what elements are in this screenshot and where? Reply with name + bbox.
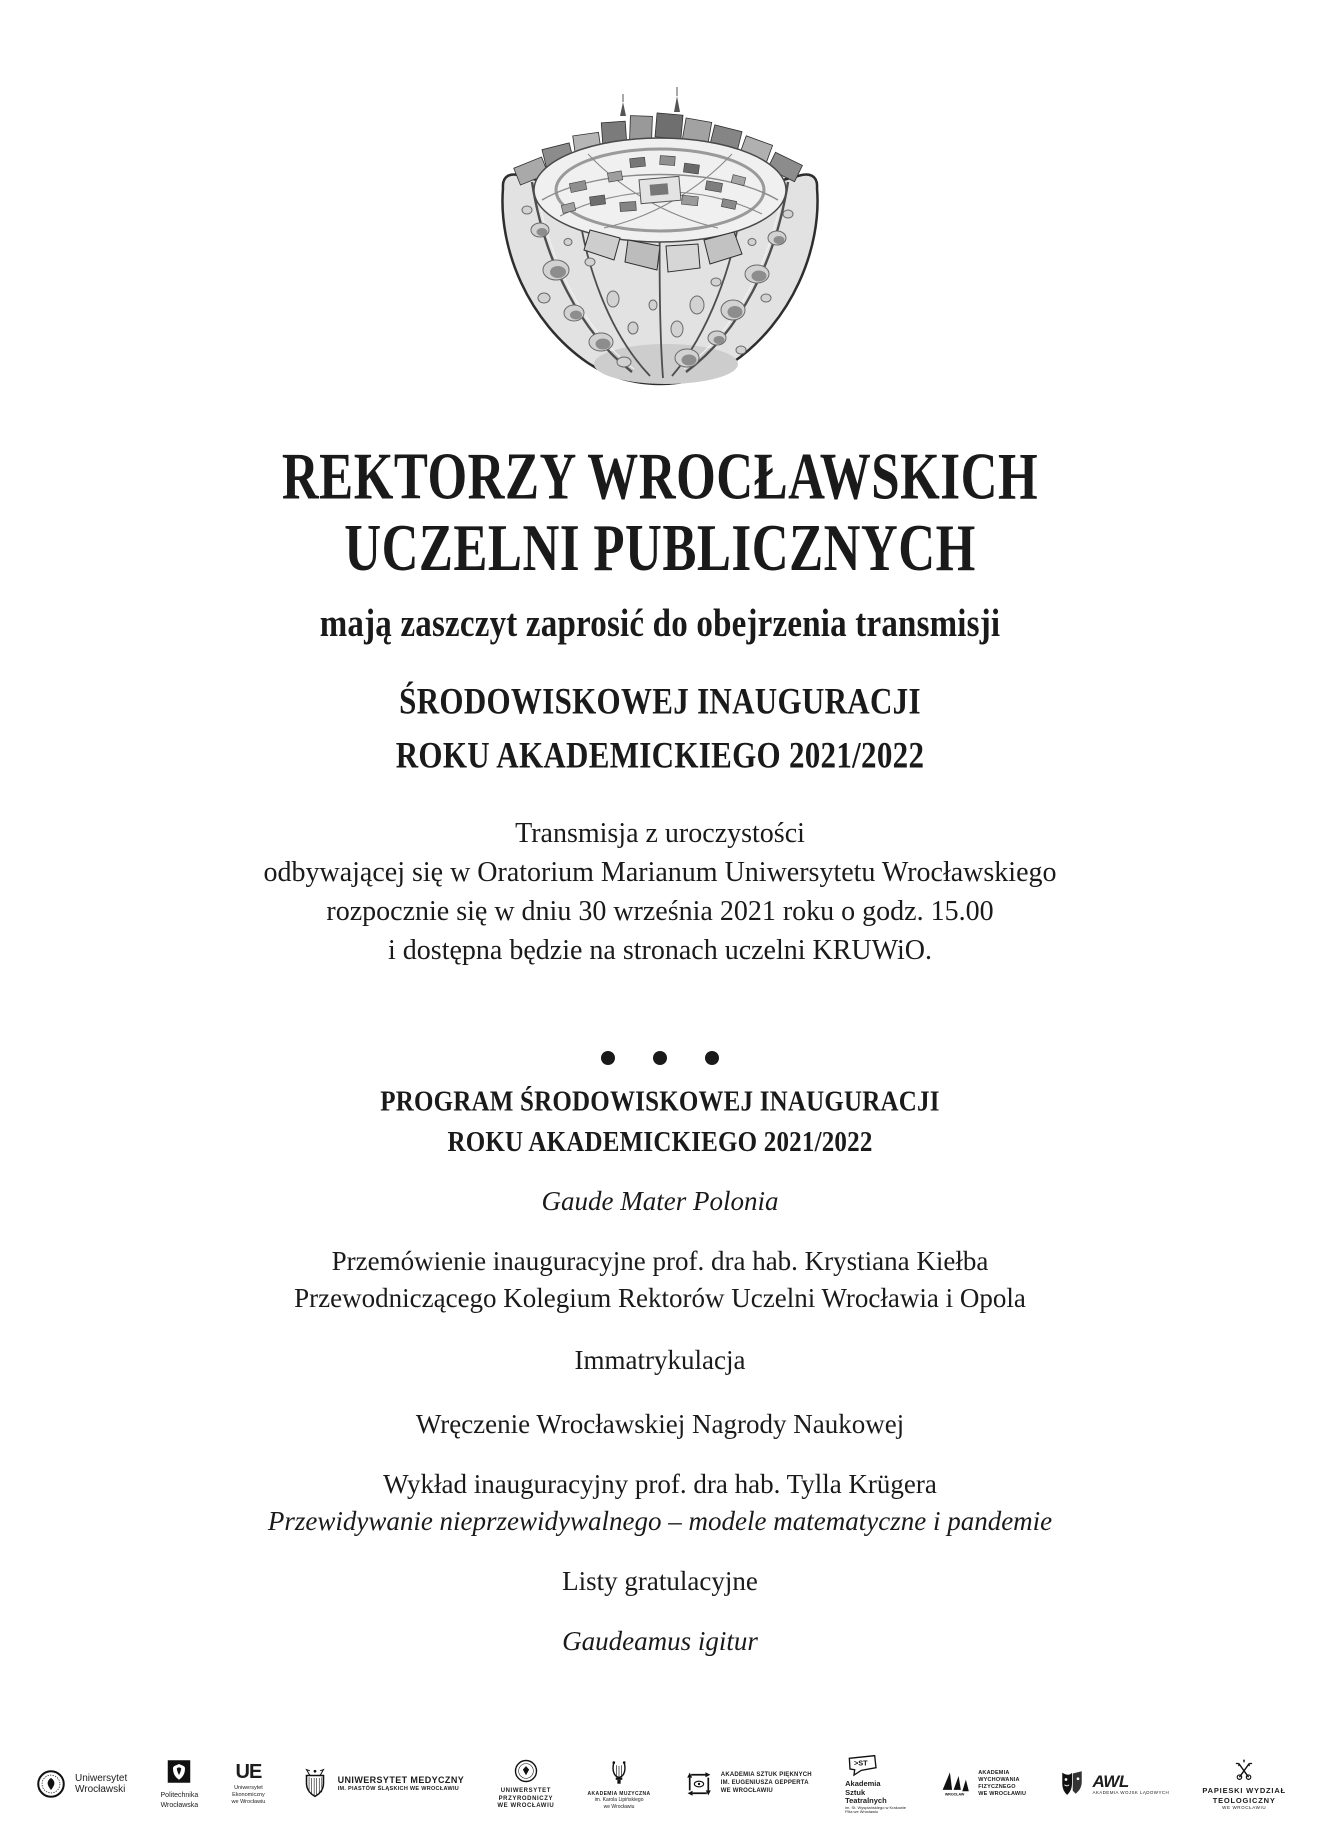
logo-label: Akademia: [845, 1778, 881, 1788]
medical-shield-icon: [299, 1767, 331, 1801]
logo-label: AKADEMIA: [978, 1769, 1010, 1776]
logo-label: AKADEMIA WOJSK LĄDOWYCH: [1092, 1789, 1170, 1795]
inaugural-lecture-line2: Przewidywanie nieprzewidywalnego – modele matematyczne i pandemie: [267, 1506, 1053, 1536]
program-item-congratulatory-letters: Listy gratulacyjne: [562, 1566, 758, 1596]
logo-akademia-muzyczna: [588, 1758, 651, 1811]
logo-label: WE WROCŁAWIU: [1222, 1805, 1267, 1811]
logo-uniwersytet-ekonomiczny: [232, 1762, 266, 1806]
logo-label: AKADEMIA MUZYCZNA: [587, 1790, 651, 1797]
logo-label: PRZYRODNICZY: [498, 1795, 554, 1802]
logo-label: WYCHOWANIA: [978, 1776, 1020, 1783]
logo-label: IM. EUGENIUSZA GEPPERTA: [720, 1780, 809, 1787]
logo-papieski-wydzial-teologiczny: [1202, 1757, 1286, 1811]
separator-dots: [0, 1049, 1320, 1067]
logo-akademia-sztuk-pieknych: [684, 1769, 812, 1799]
separator-dot: [705, 1051, 719, 1065]
logo-politechnika-wroclawska: [161, 1758, 199, 1809]
logo-label: UNIWERSYTET MEDYCZNY: [337, 1774, 465, 1785]
university-seal-icon: [34, 1767, 68, 1801]
logo-label: WE WROCŁAWIU: [720, 1787, 773, 1794]
inaugural-speech-line2: Przewodniczącego Kolegium Rektorów Uczelni Wrocławia i Opola: [294, 1283, 1026, 1313]
invitation-subtitle: mają zaszczyt zaprosić do obejrzenia transmisji: [319, 602, 1001, 646]
logo-label: UNIWERSYTET: [500, 1787, 551, 1794]
details-line2: odbywającej się w Oratorium Marianum Uniwersytetu Wrocławskiego: [263, 857, 1057, 888]
lyre-icon: [606, 1758, 632, 1788]
logo-label: TEOLOGICZNY: [1212, 1795, 1276, 1805]
logo-label: we Wrocławiu: [603, 1803, 635, 1810]
page-title-line1: REKTORZY WROCŁAWSKICH: [281, 441, 1039, 514]
university-seal-icon: [512, 1757, 540, 1785]
program-item-gaude-mater-polonia: Gaude Mater Polonia: [541, 1186, 779, 1216]
program-heading-line1: PROGRAM ŚRODOWISKOWEJ INAUGURACJI: [380, 1086, 940, 1118]
logo-label: im. Karola Lipińskiego: [594, 1797, 644, 1804]
details-line4: i dostępna będzie na stronach uczelni KRUWiO.: [388, 935, 932, 966]
page-title-line2: UCZELNI PUBLICZNYCH: [344, 512, 976, 586]
logo-akademia-wychowania-fizycznego: [939, 1769, 1026, 1799]
polytechnic-emblem-icon: [164, 1758, 194, 1788]
program-heading-line2: ROKU AKADEMICKIEGO 2021/2022: [447, 1126, 873, 1158]
transmission-details: [0, 814, 1320, 970]
logo-akademia-wojsk-ladowych: [1059, 1769, 1169, 1799]
logo-label: Wrocławska: [160, 1801, 199, 1809]
inaugural-lecture-line1: Wykład inauguracyjny prof. dra hab. Tylla Krügera: [383, 1469, 937, 1499]
logo-label: Filia we Wrocławiu: [845, 1809, 879, 1815]
logo-label: Ekonomiczny: [232, 1791, 265, 1798]
program-item-inaugural-lecture: [0, 1466, 1320, 1540]
separator-dot: [601, 1051, 615, 1065]
logo-label: Sztuk: [845, 1787, 866, 1797]
speech-bubble-ast-icon: [845, 1753, 879, 1777]
details-line1: Transmisja z uroczystości: [515, 818, 805, 849]
logo-label: IM. PIASTÓW ŚLĄSKICH WE WROCŁAWIU: [337, 1786, 460, 1793]
logo-uniwersytet-medyczny: [299, 1767, 465, 1801]
event-title-line2: ROKU AKADEMICKIEGO 2021/2022: [395, 734, 925, 776]
logo-akademia-sztuk-teatralnych: [845, 1753, 906, 1815]
logo-label: WE WROCŁAWIU: [978, 1791, 1027, 1798]
logo-label: WE WROCŁAWIU: [497, 1803, 555, 1810]
crossed-keys-icon: [1231, 1757, 1257, 1783]
logo-label: Uniwersytet: [75, 1772, 128, 1784]
engraving-illustration: [0, 70, 1320, 405]
logo-label: Wrocławski: [75, 1784, 126, 1795]
program-item-immatriculation: Immatrykulacja: [574, 1345, 746, 1375]
separator-dot: [653, 1051, 667, 1065]
logo-label: we Wrocławiu: [231, 1799, 266, 1806]
logo-label: PAPIESKI WYDZIAŁ: [1202, 1785, 1286, 1795]
event-title: [0, 674, 1320, 782]
logo-uniwersytet-przyrodniczy: [497, 1757, 554, 1811]
program-item-science-award: Wręczenie Wrocławskiej Nagrody Naukowej: [415, 1409, 905, 1439]
event-title-line1: ŚRODOWISKOWEJ INAUGURACJI: [399, 680, 921, 722]
logo-label: AKADEMIA SZTUK PIĘKNYCH: [720, 1772, 812, 1779]
page-title: [0, 443, 1320, 586]
awl-monogram-icon: AWL: [1092, 1771, 1129, 1791]
city-crater-engraving-icon: [470, 70, 850, 400]
ue-monogram-icon: UE: [235, 1760, 262, 1783]
logo-uniwersytet-wroclawski: [34, 1767, 127, 1801]
inaugural-speech-line1: Przemówienie inauguracyjne prof. dra hab. Krystiana Kiełba: [331, 1246, 989, 1276]
awf-triangles-icon: [939, 1769, 971, 1799]
university-logos-bar: [34, 1742, 1286, 1826]
logo-label: Uniwersytet: [234, 1784, 263, 1791]
logo-label: FIZYCZNEGO: [978, 1784, 1016, 1790]
logo-label: Politechnika: [160, 1792, 199, 1800]
svg-text:WROCŁAW: WROCŁAW: [945, 1792, 965, 1797]
arrows-square-eye-icon: [684, 1769, 714, 1799]
program-heading: [0, 1082, 1320, 1163]
program-item-gaudeamus-igitur: Gaudeamus igitur: [562, 1626, 758, 1656]
logo-label: im. St. Wyspiańskiego w Krakowie: [845, 1804, 906, 1810]
military-mask-shield-icon: [1059, 1769, 1085, 1799]
details-line3: rozpocznie się w dniu 30 września 2021 roku o godz. 15.00: [326, 896, 994, 927]
logo-label: Teatralnych: [845, 1796, 887, 1806]
program-item-inaugural-speech: [0, 1243, 1320, 1317]
svg-text:>ST: >ST: [854, 1758, 868, 1768]
